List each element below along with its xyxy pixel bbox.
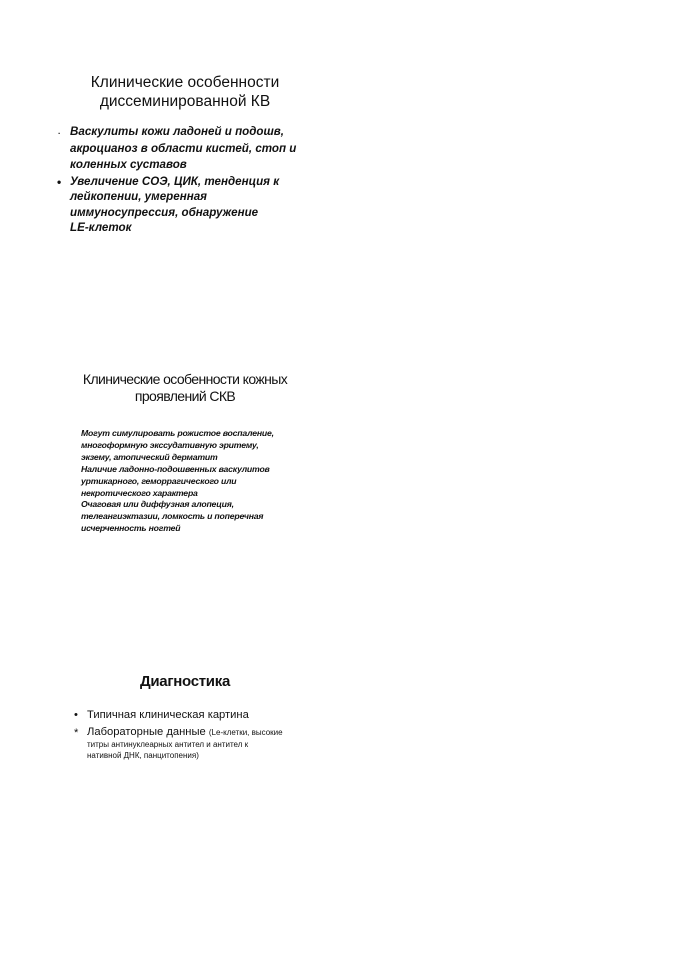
bullet-main-text: Лабораторные данные [87, 726, 206, 738]
bullet-text-line: лейкопении, умеренная [70, 190, 207, 203]
list-item [72, 708, 297, 722]
list-item [72, 725, 297, 761]
slide-body [81, 428, 296, 535]
body-line: многоформную экссудативную эритему, [81, 439, 259, 450]
bullet-marker: • [74, 709, 78, 721]
bullet-marker: · [58, 129, 61, 138]
title-line: Клинические особенности кожных [82, 371, 288, 387]
bullet-text [87, 725, 297, 739]
bullet-note-line: нативной ДНК, панцитопения) [87, 751, 199, 760]
bullet-text: Типичная клиническая картина [87, 709, 249, 721]
body-line: телеангиэктазии, ломкость и поперечная [81, 511, 264, 522]
body-line: экзему, атопический дерматит [81, 451, 218, 462]
bullet-text-line: Васкулиты кожи ладоней и подошв, [70, 125, 285, 138]
bullet-list [72, 708, 297, 764]
body-line: некротического характера [81, 487, 198, 498]
body-line: Могут симулировать рожистое воспаление, [81, 428, 274, 438]
bullet-text-line: иммуносупрессия, обнаружение [70, 205, 259, 219]
bullet-text-line: акроцианоз в области кистей, стоп и [70, 141, 297, 155]
body-line: исчерченность ногтей [81, 523, 181, 534]
title-line: проявлений СКВ [134, 388, 236, 404]
bullet-text-line: LE-клеток [70, 221, 132, 234]
title-line: диссеминированной КВ [99, 93, 271, 110]
bullet-note-line: титры антинуклеарных антител и антител к [87, 740, 249, 749]
bullet-text-line: Увеличение СОЭ, ЦИК, тенденция к [70, 174, 280, 188]
body-line: Очаговая или диффузная алопеция, [81, 499, 234, 510]
body-line: Наличие ладонно-подошвенных васкулитов [81, 463, 270, 474]
slide-title [90, 73, 280, 111]
slide-title [70, 371, 300, 405]
bullet-note-inline: (Le-клетки, высокие [208, 728, 283, 737]
bullet-list [56, 124, 306, 236]
title-line: Клинические особенности [90, 74, 280, 91]
body-line: уртикарного, геморрагического или [81, 475, 237, 486]
bullet-text-line: коленных суставов [70, 158, 187, 171]
list-item [56, 174, 306, 236]
slide-title: Диагностика [140, 673, 230, 690]
list-item [56, 124, 306, 174]
bullet-marker: * [74, 727, 79, 739]
bullet-marker: • [57, 174, 62, 189]
